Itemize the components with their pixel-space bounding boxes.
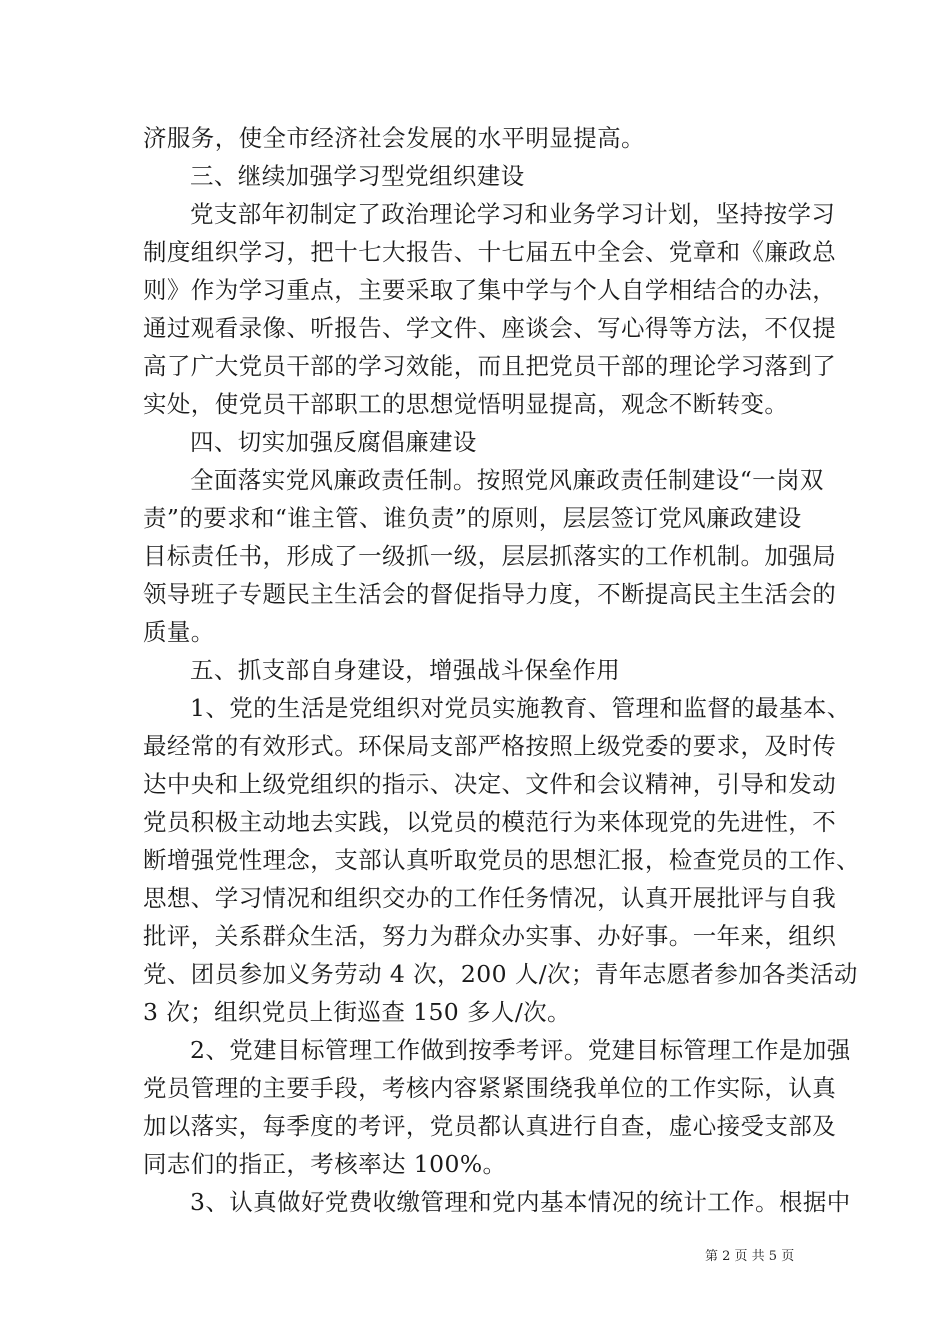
paragraph-line: 3、认真做好党费收缴管理和党内基本情况的统计工作。根据中 bbox=[190, 1188, 851, 1216]
paragraph-line: 达中央和上级党组织的指示、决定、文件和会议精神，引导和发动 bbox=[143, 770, 837, 798]
paragraph-line: 同志们的指正，考核率达 100%。 bbox=[143, 1150, 507, 1178]
section-heading: 三、继续加强学习型党组织建设 bbox=[190, 162, 525, 190]
paragraph-line: 高了广大党员干部的学习效能，而且把党员干部的理论学习落到了 bbox=[143, 352, 837, 380]
paragraph-line: 实处，使党员干部职工的思想觉悟明显提高，观念不断转变。 bbox=[143, 390, 789, 418]
section-heading: 五、抓支部自身建设，增强战斗保垒作用 bbox=[190, 656, 621, 684]
section-heading: 四、切实加强反腐倡廉建设 bbox=[190, 428, 477, 456]
paragraph-line: 党支部年初制定了政治理论学习和业务学习计划，坚持按学习 bbox=[190, 200, 836, 228]
page-number: 第 2 页 共 5 页 bbox=[705, 1249, 795, 1264]
paragraph-line: 目标责任书，形成了一级抓一级，层层抓落实的工作机制。加强局 bbox=[143, 542, 837, 570]
paragraph-line: 2、党建目标管理工作做到按季考评。党建目标管理工作是加强 bbox=[190, 1036, 851, 1064]
paragraph-line: 加以落实，每季度的考评，党员都认真进行自查，虚心接受支部及 bbox=[143, 1112, 837, 1140]
paragraph-line: 通过观看录像、听报告、学文件、座谈会、写心得等方法，不仅提 bbox=[143, 314, 837, 342]
paragraph-line: 党员积极主动地去实践，以党员的模范行为来体现党的先进性，不 bbox=[143, 808, 837, 836]
paragraph-line: 党员管理的主要手段，考核内容紧紧围绕我单位的工作实际，认真 bbox=[143, 1074, 837, 1102]
paragraph-line: 制度组织学习，把十七大报告、十七届五中全会、党章和《廉政总 bbox=[143, 238, 837, 266]
paragraph-line: 1、党的生活是党组织对党员实施教育、管理和监督的最基本、 bbox=[190, 694, 851, 722]
paragraph-line: 领导班子专题民主生活会的督促指导力度，不断提高民主生活会的 bbox=[143, 580, 837, 608]
paragraph-line: 3 次；组织党员上街巡查 150 多人/次。 bbox=[143, 998, 571, 1026]
paragraph-line: 质量。 bbox=[143, 618, 215, 646]
paragraph-line: 批评，关系群众生活，努力为群众办实事、办好事。一年来，组织 bbox=[143, 922, 837, 950]
paragraph-line: 则》作为学习重点，主要采取了集中学与个人自学相结合的办法， bbox=[143, 276, 837, 304]
paragraph-line: 最经常的有效形式。环保局支部严格按照上级党委的要求，及时传 bbox=[143, 732, 837, 760]
paragraph-line: 思想、学习情况和组织交办的工作任务情况，认真开展批评与自我 bbox=[143, 884, 837, 912]
paragraph-line: 断增强党性理念，支部认真听取党员的思想汇报，检查党员的工作、 bbox=[143, 846, 860, 874]
paragraph-line: 责”的要求和“谁主管、谁负责”的原则，层层签订党风廉政建设 bbox=[143, 504, 802, 532]
paragraph-line: 济服务，使全市经济社会发展的水平明显提高。 bbox=[143, 124, 645, 152]
paragraph-line: 全面落实党风廉政责任制。按照党风廉政责任制建设“一岗双 bbox=[190, 466, 824, 494]
paragraph-line: 党、团员参加义务劳动 4 次，200 人/次；青年志愿者参加各类活动 bbox=[143, 960, 858, 988]
